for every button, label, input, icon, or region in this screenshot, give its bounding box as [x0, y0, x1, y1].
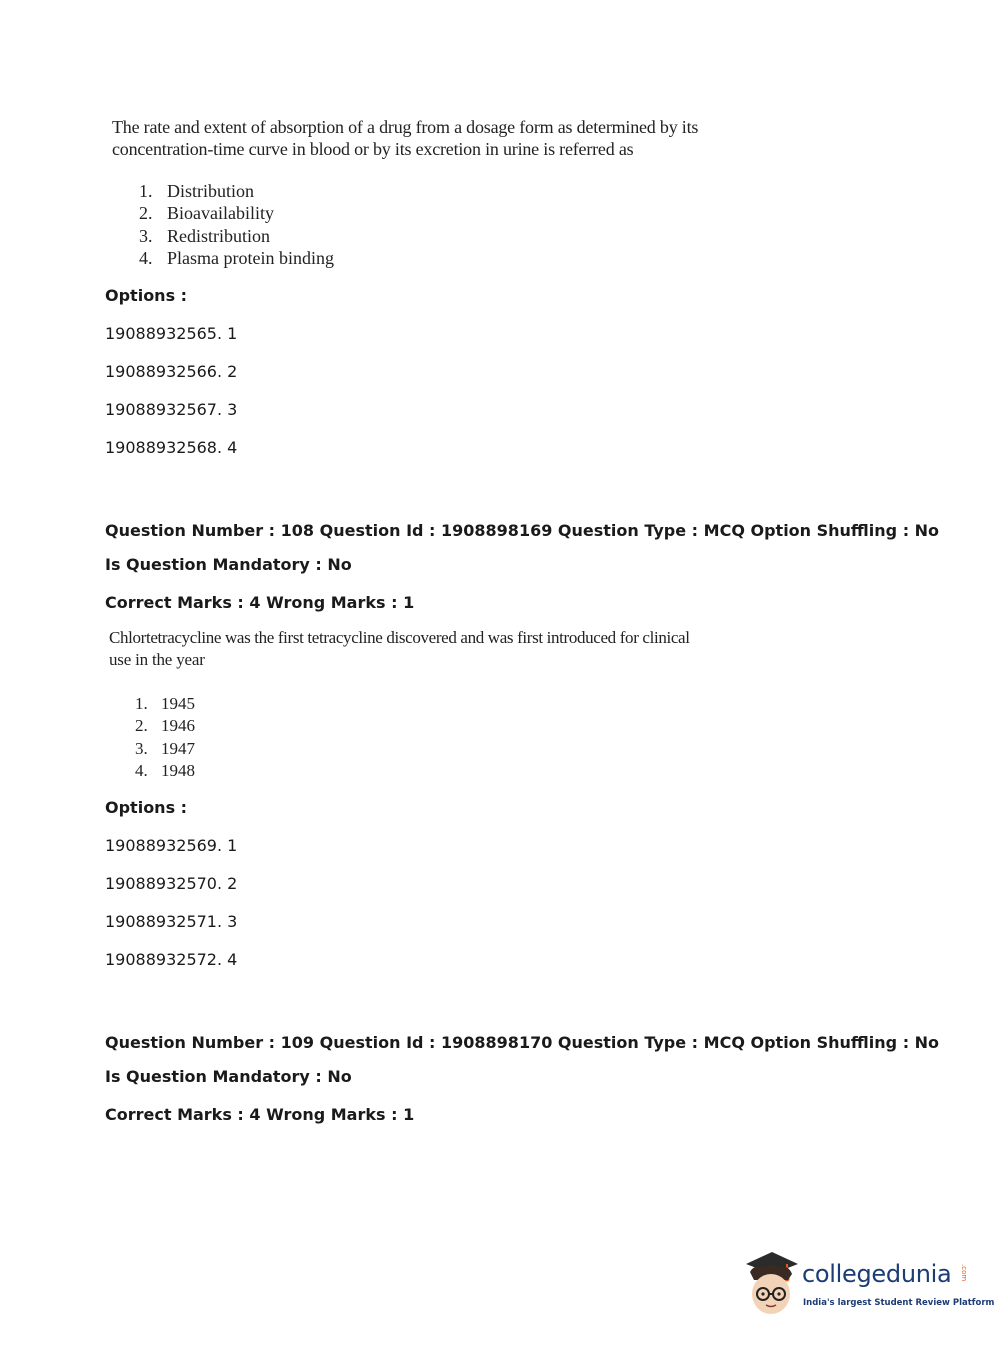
option-row: 19088932572. 4: [105, 950, 238, 969]
option-row: 19088932566. 2: [105, 362, 238, 381]
question-108-mandatory: Is Question Mandatory : No: [105, 555, 352, 574]
options-heading-107: Options :: [105, 286, 188, 305]
question-107-image: [112, 116, 698, 269]
choice-item: 1. Distribution: [139, 181, 255, 201]
option-row: 19088932569. 1: [105, 836, 238, 855]
logo-brand-text: collegedunia: [802, 1260, 952, 1288]
option-row: 19088932570. 2: [105, 874, 238, 893]
question-109-marks: Correct Marks : 4 Wrong Marks : 1: [105, 1105, 415, 1124]
question-108-image: [109, 627, 690, 782]
question-109-mandatory: Is Question Mandatory : No: [105, 1067, 352, 1086]
option-row: 19088932571. 3: [105, 912, 238, 931]
question-108-choices: [135, 693, 690, 782]
question-108-marks: Correct Marks : 4 Wrong Marks : 1: [105, 593, 415, 612]
logo-domain-suffix: .com: [960, 1264, 968, 1282]
question-108-text-line1: Chlortetracycline was the first tetracycline discovered and was first introduced for clinical: [109, 628, 690, 647]
question-107-text-line1: The rate and extent of absorption of a drug from a dosage form as determined by its: [112, 117, 699, 137]
choice-item: 2. 1946: [135, 716, 195, 736]
question-107-choices: [139, 180, 698, 269]
options-heading-108: Options :: [105, 798, 188, 817]
choice-item: 2. Bioavailability: [139, 203, 274, 224]
choice-item: 3. Redistribution: [139, 225, 270, 246]
choice-item: 1. 1945: [135, 694, 195, 713]
choice-item: 3. 1947: [135, 738, 195, 758]
question-107-text-line2: concentration-time curve in blood or by its excretion in urine is referred as: [112, 139, 634, 159]
question-109-header: Question Number : 109 Question Id : 1908898170 Question Type : MCQ Option Shuffling : No: [105, 1033, 940, 1052]
choice-item: 4. 1948: [135, 760, 195, 780]
option-row: 19088932565. 1: [105, 324, 238, 343]
logo-tagline: India's largest Student Review Platform: [803, 1298, 995, 1308]
option-row: 19088932567. 3: [105, 400, 238, 419]
mascot-icon: [742, 1250, 802, 1320]
collegedunia-logo: [742, 1250, 995, 1322]
question-108-header: Question Number : 108 Question Id : 1908898169 Question Type : MCQ Option Shuffling : No: [105, 521, 940, 540]
option-row: 19088932568. 4: [105, 438, 238, 457]
choice-item: 4. Plasma protein binding: [139, 247, 334, 268]
question-108-text-line2: use in the year: [109, 650, 205, 669]
